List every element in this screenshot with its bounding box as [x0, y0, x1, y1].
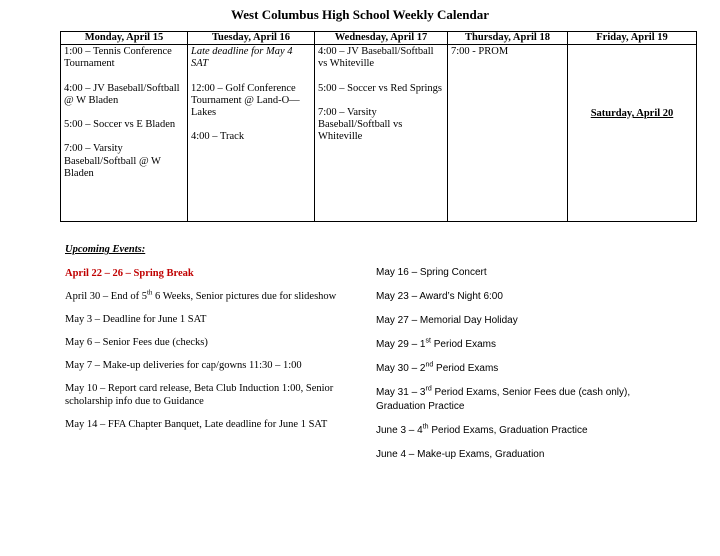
wednesday-event: 5:00 – Soccer vs Red Springs: [318, 82, 442, 94]
monday-event: 4:00 – JV Baseball/Softball @ W Bladen: [64, 82, 180, 106]
monday-event: 1:00 – Tennis Conference Tournament: [64, 46, 172, 70]
monday-cell: [61, 45, 188, 222]
spring-break-event: April 22 – 26 – Spring Break: [65, 268, 194, 279]
header-monday: Monday, April 15: [61, 32, 188, 45]
event-item: May 10 – Report card release, Beta Club Induction 1:00, Senior scholarship info due to Guidance: [65, 383, 334, 407]
wednesday-event: 4:00 – JV Baseball/Softball vs Whiteville: [318, 46, 434, 70]
tuesday-event: Late deadline for May 4 SAT: [191, 46, 293, 70]
header-friday: Friday, April 19: [568, 32, 697, 45]
thursday-cell: [448, 45, 568, 222]
tuesday-cell: [188, 45, 315, 222]
tuesday-event: 12:00 – Golf Conference Tournament @ Land-O—Lakes: [191, 82, 300, 119]
header-tuesday: Tuesday, April 16: [188, 32, 315, 45]
event-item: May 30 – 2nd Period Exams: [376, 361, 499, 374]
event-item: April 30 – End of 5th 6 Weeks, Senior pictures due for slideshow: [65, 288, 337, 302]
event-item: May 16 – Spring Concert: [376, 267, 487, 278]
event-item: May 31 – 3rd Period Exams, Senior Fees due (cash only), Graduation Practice: [376, 385, 631, 412]
event-item: May 23 – Award’s Night 6:00: [376, 291, 503, 302]
monday-event: 5:00 – Soccer vs E Bladen: [64, 119, 176, 131]
event-item: May 7 – Make-up deliveries for cap/gowns 11:30 – 1:00: [65, 360, 302, 371]
event-item: May 6 – Senior Fees due (checks): [65, 337, 208, 348]
upcoming-events-left: [65, 243, 355, 441]
friday-cell: [568, 45, 697, 222]
event-item: May 14 – FFA Chapter Banquet, Late deadline for June 1 SAT: [65, 419, 328, 430]
calendar-body-row: [61, 45, 697, 222]
wednesday-cell: [315, 45, 448, 222]
event-item: June 4 – Make-up Exams, Graduation: [376, 448, 545, 460]
upcoming-events-right: [376, 266, 676, 472]
wednesday-event: 7:00 – Varsity Baseball/Softball vs Whiteville: [318, 106, 403, 143]
event-item: May 29 – 1st Period Exams: [376, 337, 496, 350]
calendar-header-row: [61, 32, 697, 45]
weekly-calendar-table: [60, 31, 697, 222]
saturday-label: Saturday, April 20: [590, 108, 674, 119]
monday-event: 7:00 – Varsity Baseball/Softball @ W Bladen: [64, 143, 161, 180]
event-item: May 27 – Memorial Day Holiday: [376, 315, 518, 326]
upcoming-events-heading: Upcoming Events:: [65, 244, 146, 255]
header-thursday: Thursday, April 18: [448, 32, 568, 45]
page-title: West Columbus High School Weekly Calendar: [231, 7, 489, 22]
event-item: May 3 – Deadline for June 1 SAT: [65, 314, 207, 325]
thursday-event: 7:00 - PROM: [451, 46, 509, 57]
header-wednesday: Wednesday, April 17: [315, 32, 448, 45]
tuesday-event: 4:00 – Track: [191, 131, 245, 143]
event-item: June 3 – 4th Period Exams, Graduation Practice: [376, 423, 588, 436]
